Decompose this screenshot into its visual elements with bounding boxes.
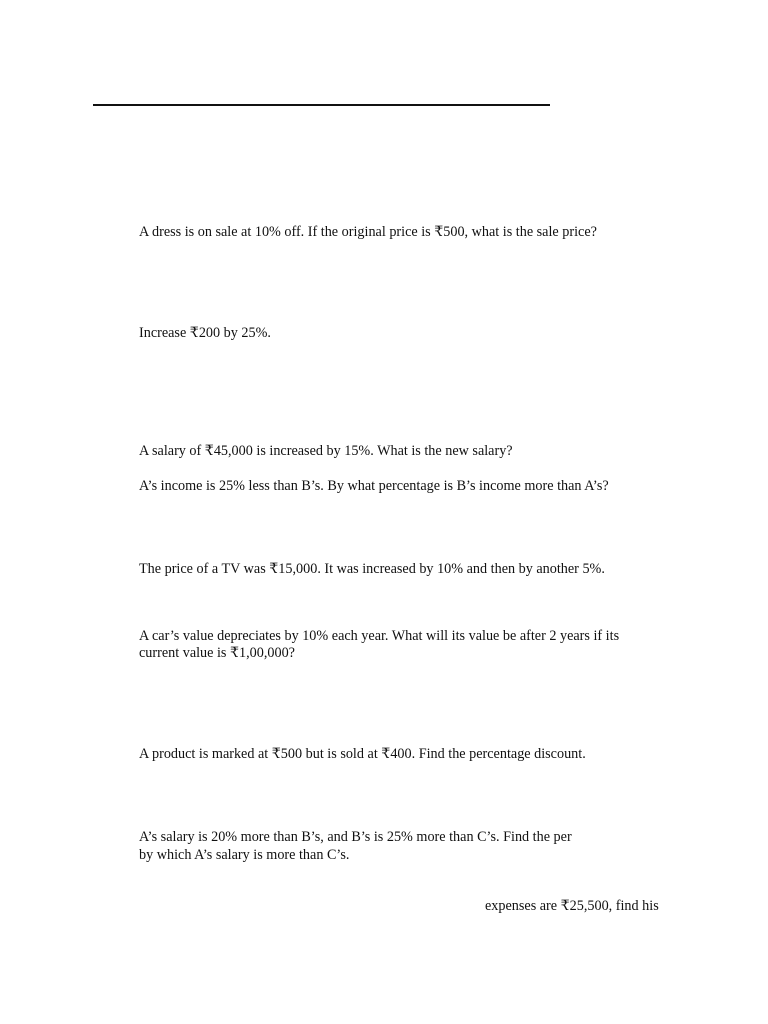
- question-car-depreciation-line1: A car’s value depreciates by 10% each year. What will its value be after 2 years if its: [139, 628, 620, 644]
- question-salary-chain-line2: by which A’s salary is more than C’s.: [139, 847, 350, 863]
- question-percentage-discount: A product is marked at ₹500 but is sold at ₹400. Find the percentage discount.: [139, 746, 586, 762]
- question-salary-chain-line1: A’s salary is 20% more than B’s, and B’s is 25% more than C’s. Find the per: [139, 829, 572, 845]
- question-increase-amount: Increase ₹200 by 25%.: [139, 325, 271, 341]
- question-car-depreciation-line2: current value is ₹1,00,000?: [139, 645, 295, 661]
- question-income-comparison: A’s income is 25% less than B’s. By what percentage is B’s income more than A’s?: [139, 478, 609, 494]
- title-underline-rule: [93, 104, 550, 106]
- question-sale-price: A dress is on sale at 10% off. If the original price is ₹500, what is the sale price?: [139, 224, 597, 240]
- question-expenses-fragment: expenses are ₹25,500, find his: [485, 898, 659, 914]
- question-tv-price: The price of a TV was ₹15,000. It was increased by 10% and then by another 5%.: [139, 561, 605, 577]
- question-new-salary: A salary of ₹45,000 is increased by 15%. What is the new salary?: [139, 443, 513, 459]
